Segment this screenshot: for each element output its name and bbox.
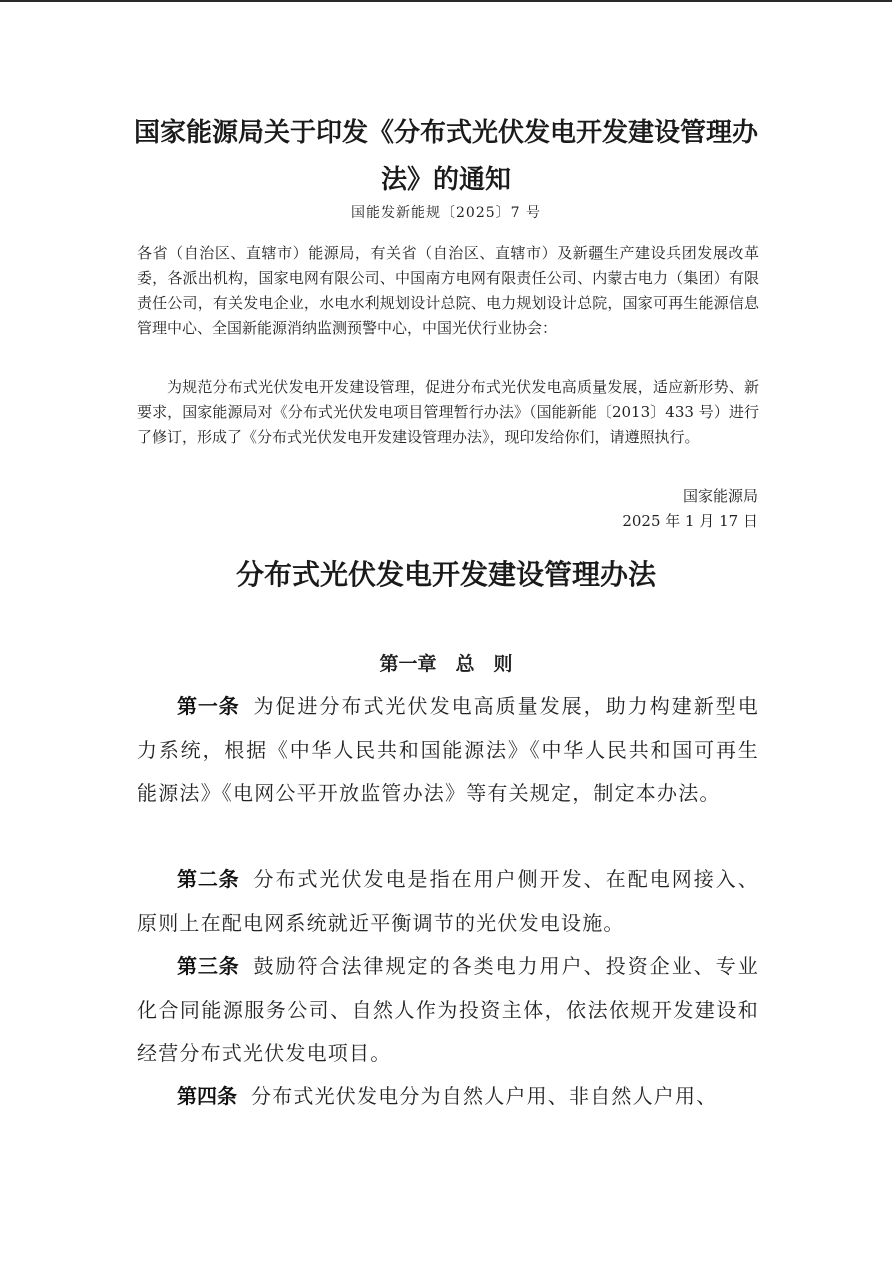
article-4 xyxy=(137,1075,759,1119)
article-text: 分布式光伏发电是指在用户侧开发、在配电网接入、原则上在配电网系统就近平衡调节的光伏发电设施。 xyxy=(137,867,759,935)
article-label: 第二条 xyxy=(177,867,240,891)
article-text: 分布式光伏发电分为自然人户用、非自然人户用、 xyxy=(251,1084,718,1108)
article-1 xyxy=(137,685,759,816)
issuer-name: 国家能源局 xyxy=(682,487,758,505)
article-label: 第三条 xyxy=(177,954,240,978)
top-border-line xyxy=(0,0,892,2)
article-2 xyxy=(137,858,759,945)
article-label: 第四条 xyxy=(177,1084,237,1108)
article-3 xyxy=(137,945,759,1076)
article-text: 为促进分布式光伏发电高质量发展，助力构建新型电力系统，根据《中华人民共和国能源法》《中华人民共和国可再生能源法》《电网公平开放监管办法》等有关规定，制定本办法。 xyxy=(137,694,759,805)
measures-title: 分布式光伏发电开发建设管理办法 xyxy=(235,558,656,591)
chapter-heading: 第一章 总 则 xyxy=(379,653,513,675)
notice-body-paragraph: 为规范分布式光伏发电开发建设管理，促进分布式光伏发电高质量发展，适应新形势、新要求，国家能源局对《分布式光伏发电项目管理暂行办法》（国能新能〔2013〕433 号）进行了修订，形成了《分布式光伏发电开发建设管理办法》，现印发给你们，请遵照执行。 xyxy=(137,378,759,446)
signature-block xyxy=(622,484,758,534)
article-text: 鼓励符合法律规定的各类电力用户、投资企业、专业化合同能源服务公司、自然人作为投资主体，依法依规开发建设和经营分布式光伏发电项目。 xyxy=(137,954,759,1065)
document-number: 国能发新能规〔2025〕7 号 xyxy=(351,205,541,221)
article-label: 第一条 xyxy=(177,694,240,718)
issue-date: 2025 年 1 月 17 日 xyxy=(622,512,758,530)
notice-title: 国家能源局关于印发《分布式光伏发电开发建设管理办法》的通知 xyxy=(133,118,758,195)
addressees-paragraph: 各省（自治区、直辖市）能源局，有关省（自治区、直辖市）及新疆生产建设兵团发展改革委，各派出机构，国家电网有限公司、中国南方电网有限责任公司、内蒙古电力（集团）有限责任公司，有关发电企业，水电水利规划设计总院、电力规划设计总院，国家可再生能源信息管理中心、全国新能源消纳监测预警中心，中国光伏行业协会： xyxy=(137,244,759,337)
